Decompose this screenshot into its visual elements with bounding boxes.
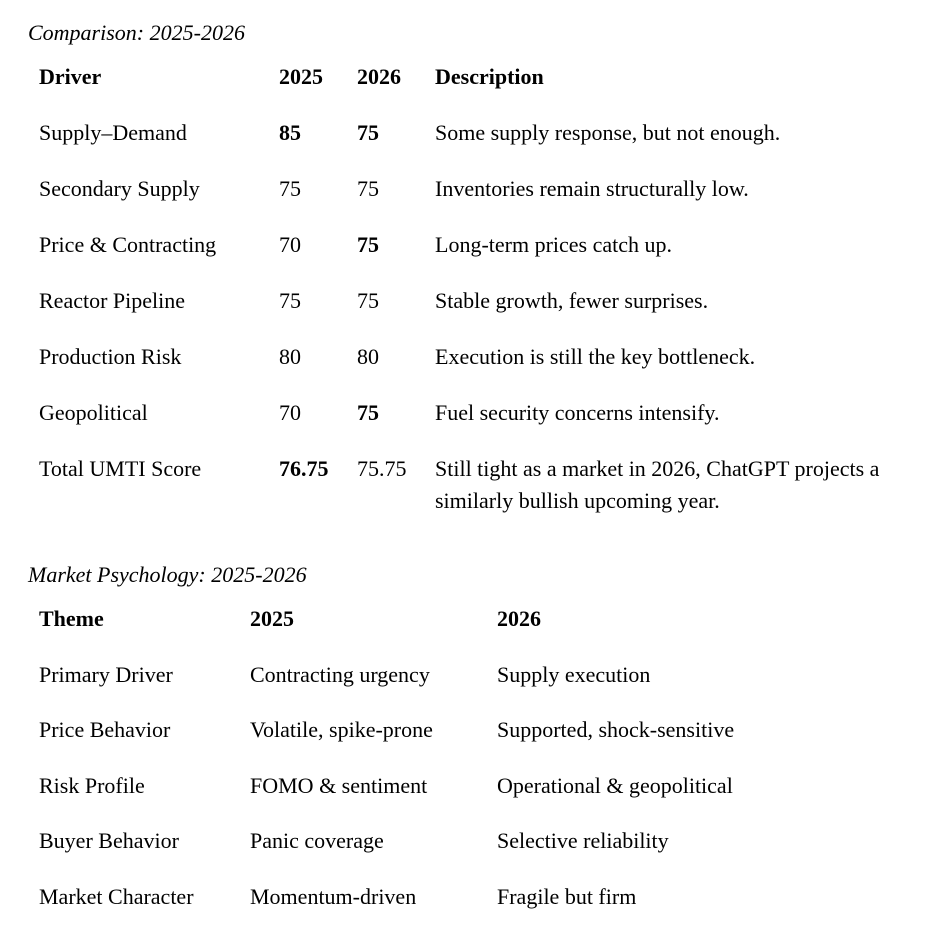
score-2025-cell: 85: [279, 120, 301, 145]
score-2026-cell: 75: [357, 120, 379, 145]
value-2026-cell: Fragile but firm: [497, 883, 637, 909]
value-2026-cell: Selective reliability: [497, 828, 669, 853]
table-row-total: [39, 453, 915, 517]
value-2026-cell: Operational & geopolitical: [497, 772, 733, 798]
table-row: [39, 285, 915, 341]
value-2025-cell: FOMO & sentiment: [250, 772, 428, 798]
value-2026-cell: Supply execution: [497, 661, 651, 687]
table-row: [39, 117, 915, 173]
value-2025-cell: Momentum-driven: [250, 883, 417, 909]
table-row: [39, 825, 797, 881]
header-theme: Theme: [39, 606, 104, 631]
table-row: [39, 714, 797, 770]
table-header-row: [39, 61, 915, 117]
description-cell: Fuel security concerns intensify.: [435, 400, 720, 425]
driver-cell: Geopolitical: [39, 400, 148, 425]
driver-cell: Total UMTI Score: [39, 456, 202, 481]
table-row: [39, 173, 915, 229]
score-2025-cell: 76.75: [279, 456, 329, 481]
value-2025-cell: Volatile, spike-prone: [250, 717, 433, 742]
comparison-table: [39, 61, 915, 517]
description-cell: Execution is still the key bottleneck.: [435, 344, 756, 369]
table-row: [39, 659, 797, 715]
score-2026-cell: 75: [357, 232, 379, 257]
theme-cell: Price Behavior: [39, 717, 171, 742]
score-2025-cell: 80: [279, 344, 301, 369]
header-driver: Driver: [39, 64, 102, 89]
score-2026-cell: 75: [357, 288, 379, 313]
driver-cell: Price & Contracting: [39, 232, 217, 257]
table-row: [39, 397, 915, 453]
score-2025-cell: 70: [279, 232, 301, 257]
comparison-caption: Comparison: 2025-2026: [28, 20, 245, 45]
header-2025: 2025: [250, 606, 294, 631]
driver-cell: Production Risk: [39, 344, 182, 369]
theme-cell: Primary Driver: [39, 661, 173, 687]
header-2026: 2026: [357, 64, 401, 89]
description-cell: Long-term prices catch up.: [435, 232, 673, 257]
header-description: Description: [435, 64, 544, 89]
value-2025-cell: Panic coverage: [250, 828, 384, 853]
value-2026-cell: Supported, shock-sensitive: [497, 717, 735, 742]
table-row: [39, 770, 797, 826]
theme-cell: Buyer Behavior: [39, 828, 179, 853]
description-cell: Still tight as a market in 2026, ChatGPT projects a similarly bullish upcoming year.: [435, 456, 880, 513]
score-2026-cell: 75: [357, 400, 379, 425]
psychology-table: [39, 603, 797, 936]
score-2026-cell: 75.75: [357, 456, 407, 481]
theme-cell: Market Character: [39, 883, 194, 909]
driver-cell: Secondary Supply: [39, 176, 200, 201]
driver-cell: Supply–Demand: [39, 120, 187, 145]
table-row: [39, 881, 797, 937]
score-2026-cell: 80: [357, 344, 379, 369]
header-2026: 2026: [497, 606, 541, 631]
header-2025: 2025: [279, 64, 323, 89]
score-2026-cell: 75: [357, 176, 379, 201]
psychology-caption: Market Psychology: 2025-2026: [28, 562, 307, 587]
table-row: [39, 229, 915, 285]
score-2025-cell: 75: [279, 288, 301, 313]
description-cell: Inventories remain structurally low.: [435, 176, 749, 201]
description-cell: Stable growth, fewer surprises.: [435, 288, 709, 313]
score-2025-cell: 70: [279, 400, 301, 425]
description-cell: Some supply response, but not enough.: [435, 120, 781, 145]
value-2025-cell: Contracting urgency: [250, 661, 430, 687]
theme-cell: Risk Profile: [39, 772, 145, 798]
table-row: [39, 341, 915, 397]
driver-cell: Reactor Pipeline: [39, 288, 186, 313]
score-2025-cell: 75: [279, 176, 301, 201]
table-header-row: [39, 603, 797, 659]
